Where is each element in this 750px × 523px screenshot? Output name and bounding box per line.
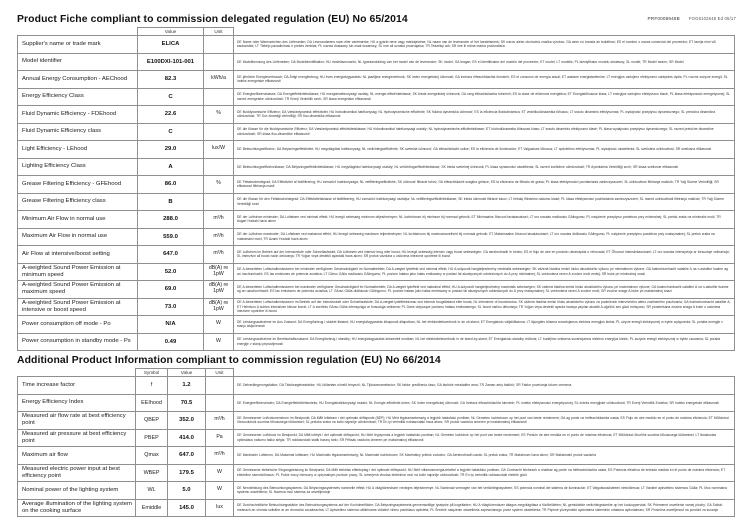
row-value: A — [138, 158, 204, 176]
row-label: Maximum Air Flow in normal use — [18, 228, 138, 246]
row-label: Maximum air flow — [18, 447, 136, 465]
row-description: DE Modellkennung des Lieferanten; DA Modelidentifikation; HU modellazonosító; NL typeaanduiding van het model van de leverancier; SK model; GA leagan; ES el identificador del modelo del proveedor; ET mudel; LT modelis; PL identyfikator modelu dostawcy; SL model; TR Model tanımı; SR Model — [234, 53, 735, 71]
row-value: 288.0 — [138, 211, 204, 229]
row-label: Fluid Dynamic Efficiency - FDEhood — [18, 106, 138, 124]
row-value: 73.0 — [138, 298, 204, 316]
row-description: DE Zeitverlängerungsfaktor; DA Tidsforøgelsesfaktor; HU időtartam növelő tényező; NL Tijdstoenamefactor; SK faktor predĺženia času; GA fachtóir méadaithe ama; TR Zaman artış faktörü; SR Faktor povećanja tokom vremena — [234, 377, 735, 395]
row-label: Measured air pressure at best efficiency point — [18, 429, 136, 447]
row-value: E100DXI-101-001 — [138, 53, 204, 71]
row-unit: lux/W — [204, 141, 234, 159]
row-unit: W — [204, 316, 234, 334]
row-symbol: f — [136, 377, 168, 395]
row-description: DE fluiddynamische Effizienz; DA Væskedynamisk effektivitet; HU hidrodinamikai hatékonyság; NL hydrodynamische efficiëntie; SK fluidná dynamická účinnosť; ES la eficiencia fluidodinámica; ET vedelikudünaamika tõhusus; LT srauto dinaminis efektyvumas; PL wydajność przepływu dynamicznego; SL pretočna dinamična učinkovitost; TR Sıvı dinamiği verimliliği; SR fluo-dinamička efikasnost — [234, 106, 735, 124]
table-row — [18, 141, 735, 159]
row-value: 647.0 — [168, 447, 206, 465]
column-header-unit: Unit — [206, 369, 234, 377]
table-row — [18, 176, 735, 194]
row-label: Light Efficiency - LEhood — [18, 141, 138, 159]
row-description: DE Leistungsaufnahme im Aus Zustand; DA Energiforbrug i slukket tilstand; HU energiafogyasztás kikapcsolt állapotban; NL het elektriciteitsverbruik in de uit-stand; ET Energiakulu väljalülitatuna; LT išjungties būsena suvartojamos elektros energijos kiekis; PL użycie energii elektrycznej w trybie wyłączenia; SL poraba energije v stanju izključenosti — [234, 316, 735, 334]
row-label: Energy Efficiency Class — [18, 88, 138, 106]
row-label: Power consumption off mode - Po — [18, 316, 138, 334]
row-symbol: QBEP — [136, 412, 168, 430]
row-description: DE A-bewerteten Luftschallemissionen bei minimaler verfügbarer Geschwindigkeit im Normalbetrieb; DA A-vægtet lydeffekt ved minimal effekt; HU A-súlyozott hangteljesítmény minimális sebességen; SK vážená hladina emisií hluku akustického výkonu pri minimálnom výkone; GA fuaimchumhacht ualaithe A na n-astuithe fuaime ag an íoschumhacht; ES las emisiones de potencia acústica; LT GArso GAlia mažiausiu GAlingumu; PL poziom hałasu jako hałas emitowany w postaci fal akustycznych odniesionych do A przy minimalnej; SL vrednotena raven A zvočne moči emisij; SR buke pri minimalnoj snazi — [234, 263, 735, 281]
table-row — [18, 158, 735, 176]
table-header-row — [18, 28, 735, 36]
row-label: Grease Filtering Efficiency class — [18, 193, 138, 211]
table-row — [18, 88, 735, 106]
row-description: DE jährliche Energieverbrauch; DA Årligt energiforbrug; HU éves energiafogyasztás; NL jaarlijkse energieverbruik; SK index energetickej účinnosti; GA innéacs éifeachtúlachta fuinnimh; ES el consumo de energía anual; ET aastane energiatarbimine; LT energijos vartojimo efektyvumo santykinis dydis; PL roczne zużycie energii; SL indeks energetske efikasnosti — [234, 71, 735, 89]
column-header-value: Value — [168, 369, 206, 377]
additional-info-title: Additional Product Information compliant to commission regulation (EU) No 66/2014 — [17, 355, 441, 366]
table-row — [18, 71, 735, 89]
row-label: A-weighted Sound Power Emission at intensive or boost speed — [18, 298, 138, 316]
row-value: 1.2 — [168, 377, 206, 395]
row-label: Grease Filtering Efficiency - GFEhood — [18, 176, 138, 194]
table-row — [18, 333, 735, 351]
row-value: 22.6 — [138, 106, 204, 124]
row-value: 647.0 — [138, 246, 204, 264]
row-unit: m³/h — [204, 228, 234, 246]
row-label: Average illumination of the lighting system on the cooking surface — [18, 499, 136, 517]
row-unit: dB(A) re 1pW — [204, 298, 234, 316]
row-unit: Pa — [206, 429, 234, 447]
table-row — [18, 106, 735, 124]
row-symbol: Emiddle — [136, 499, 168, 517]
row-symbol: WBEP — [136, 464, 168, 482]
row-label: Supplier's name or trade mark — [18, 36, 138, 54]
row-label: Nominal power of the lighting system — [18, 482, 136, 500]
row-value: N/A — [138, 316, 204, 334]
row-description: DE der Luftstrom maximaler; DA Luftstrøm ved maksimal effekt; HU levegő sebesség maximum teljesítményen; NL luchtstroom bij maximumsnelheid bij normaal gebruik; ET Maksimaalne õhuvool tavakasutusel; LT oro srautas didžiausiu GAlingumu; PL natężenie przepływu powietrza przy maksymalnej; SL pretok zraka na maksimalni moči; TR Azami Hızdaki hava akımı — [234, 228, 735, 246]
row-label: Model identifier — [18, 53, 138, 71]
table-row — [18, 464, 735, 482]
row-description: DE Luftstrom im Betrieb auf der Intensivstufe oder Schnellaufstufe; DA Luftstrøm ved intensiv brug eller boost; HU levegő sebesség intenzív vagy boost sebességen; GA aershruthadh le treisiú; ES el flujo de aire en posición ultrarrápida o reforzada; ET Õhuvool intensiivkasutusel; LT oro srautas intensyvioje ar forsuotoje veiksenoje; SL intenzivni ali boost način delovanja; TR Yoğun veya destekli ayardaki hava akımı; SR protok vazduha u uslovima intezivne upotrebe ili boost — [234, 246, 735, 264]
table-row — [18, 377, 735, 395]
row-label: A-weighted Sound Power Emission at minimum speed — [18, 263, 138, 281]
row-description: DE Gemessener Luftvolumenstrom im Bestpunkt; DA Målt luftstrøm i det optimale driftspunkt (BEP); HU Mért légáramsebesség a legjobb hatásfokú pontban; NL Gemeten luchtstroom op het punt van beste rendement; GA ag ponte na héifeachtúlachta uasta; ES Flujo de aire medido en el punto de máxima eficiencia; ET Mõõdetud õhuvooluhulk suurima tõhususega töötamisel; SL pretoka zraka na točki največje učinkovitosti; TR En iyi verimlilik noktasındaki hava akımı; SR protok vazduha izmeren pri maksimalnoj efikasnosti — [234, 412, 735, 430]
row-label: Minimum Air Flow in normal use — [18, 211, 138, 229]
table-row — [18, 316, 735, 334]
row-label: Lighting Efficiency Class — [18, 158, 138, 176]
row-unit: kWh/a — [204, 71, 234, 89]
header-spacer — [18, 28, 138, 36]
row-unit — [204, 193, 234, 211]
row-label: Measured electric power input at best efficiency point — [18, 464, 136, 482]
row-description: DE der Luftstrom minimaler; DA Luftstrøm ved minimal effekt; HU levegő sebesség minimum teljesítményen; NL luchtstroom bij minimum bij normaal gebruik; ET Minimaalne õhuvool tavakasutusel; LT oro srautas mažiausiu GAlingumu; PL natężenie przepływu powietrza przy minimalnej; SL pretok zraka na minimalni moči; TR Asgari Hızdaki hava akımı — [234, 211, 735, 229]
row-value: ELICA — [138, 36, 204, 54]
table-row — [18, 246, 735, 264]
row-description: DE die Klasse für die fluiddynamische Effizienz; DA Væskedynamisk effektivitetsklasse; HU hidrodinamikai hatékonysági osztály; NL hydrodynamische-efficiëntieklasse; ET hüdrodünaamika tõhususe klass; LT srauto dinaminio efektyvumo klasė; PL klasa wydajności przepływu dynamicznego; SL razred pretočne dinamične učinkovitosti; SR klasa fluo-dinamičke efikasnosti — [234, 123, 735, 141]
row-label: Air Flow at intensive/boost setting — [18, 246, 138, 264]
row-unit: m³/h — [206, 447, 234, 465]
product-fiche-table — [17, 27, 735, 351]
row-description: DE Fettabscheidegrad; DA Effektivitet af fedtfiltrering; HU zsírszűrő hatékonysága; NL vetfilteringsefficiëntie; SK účinnosť filtrácie tukov; GA éifeachtúlacht scagtha gréisce; ES la eficiencia de filtrado de grasa; PL klasa efektywności pochłaniania zanieczyszczeń; SL učinkovitost filtriranja maščob; TR Yağ Süzme Verimliliği; SR efikasnost filtriranja masti — [234, 176, 735, 194]
row-unit — [204, 88, 234, 106]
row-description: DE die Klasse für den Fettabscheidegrad; DA Effektivitetsklasse af fedtfiltrering; HU zsírszűrő hatékonysági osztálya; NL vetfilteringsefficiëntieklasse; SK trieda účinnosti filtrácie tukov; LT riebalų filtravimo našumo klasė; PL klasa efektywności pochłaniania zanieczyszczeń; SL razred učinkovitosti filtriranja maščob; TR Yağ Süzme Verimliliği sınıfı — [234, 193, 735, 211]
row-description: DE Beleuchtungseffizienzklasse; DA Belysningseffektivitetsklasse; HU megvilágítási hatékonysági osztály; NL verlichtingsefficiëntieklasse; SK trieda svetelnej účinnosti; PL klasa sprawności oświetlenia; SL razred svetlobne učinkovitosti; TR Aydınlatma Verimliliği sınıfı; SR klasa svetlosne efikasnosti — [234, 158, 735, 176]
table-row — [18, 281, 735, 299]
row-unit: % — [204, 106, 234, 124]
row-value: 352.0 — [168, 412, 206, 430]
row-value: 52.0 — [138, 263, 204, 281]
row-unit — [204, 158, 234, 176]
row-unit: m³/h — [204, 246, 234, 264]
row-unit: dB(A) re 1pW — [204, 281, 234, 299]
row-unit: m³/h — [206, 412, 234, 430]
table-row — [18, 447, 735, 465]
row-description: DE Gemessener Luftdruck im Bestpunkt; DA Målt lufttryk i det optimale driftspunkt; HU Mért légnyomás a legjobb hatásfokú pontban; NL Gemeten luchtdruk op het punt van beste rendement; ES Presión de aire medida en el punto de máxima eficiencia; ET Mõõdetud õhurõhk suurima tõhususega töötamisel; LT išmatuotas optimalaus našumo taško slėgis; TR noktasındaki statik basınç farkı; SR Pritisak vazduha izmeren pri maksimalnoj efikasnosti — [234, 429, 735, 447]
row-description: DE Durchschnittliche Beleuchtungsstärke des Beleuchtungssystems auf der Kochoberfläche; DA Belysningssystemets gennemsnitlige lysstyrke på kogefladen; HU A világítórendszer átlagos megvilágítása a főzőfelületen; NL gemiddelde verlichtingssterkte op het kookoppervlak; SK Priemerné osvetlenie varnej plochy; GA Soilsiú meánach an chórais soilsithe ar an dromchla cócaireachta; LT Apšvietimo sistema užtikrinama vidutinė virimo paviršiaus apšvieta; PL Średnie natężenie oświetlenia zapewnianego przez system oświetlenia; TR Pişirme yüzeyindeki aydınlatma sisteminin ortalama aydınlatması; SR Prosečna osvetljenost na površini za kuvanje — [234, 499, 735, 517]
row-label: Annual Energy Consumption - AEChood — [18, 71, 138, 89]
row-unit — [206, 377, 234, 395]
row-symbol: PBEP — [136, 429, 168, 447]
row-label: Energy Efficiency Index — [18, 394, 136, 412]
row-unit: lux — [206, 499, 234, 517]
document-code-primary: PRF0008948B — [647, 16, 680, 21]
row-symbol: EEIhood — [136, 394, 168, 412]
table-row — [18, 429, 735, 447]
row-symbol: Qmax — [136, 447, 168, 465]
row-unit — [206, 394, 234, 412]
row-description: DE Energieeffizienzindex; DA Energieffektivitetsindeks; HU Energiahatékonysági mutató; NL Energie-efficiëntie-index; SK Index energetickej účinnosti; GA Innéacs éifeachtúlachta fuinnimh; PL indeks efektywności energetycznej; SL Indeks energijske učinkovitosti; TR Enerji Verimlilik Endeksi; SR Indeks energetske efikasnosti — [234, 394, 735, 412]
row-unit: W — [206, 464, 234, 482]
row-unit — [204, 123, 234, 141]
row-value: C — [138, 88, 204, 106]
document-code-secondary: FOG6102648 Ed 05/17 — [688, 16, 736, 21]
row-value: 0.49 — [138, 333, 204, 351]
row-description: DE Beleuchtungseffizienz; DA Belysningseffektivitet; HU megvilágítási hatékonyság; NL verlichtingsefficiëntie; SK svetelná účinnosť; GA éifeachtúlacht soilse; ES la eficiencia de iluminación; ET Valgustuse tõhusus; LT apšvietimo efektyvumas; PL wydajność oświetlenia; SL svetlobna učinkovitost; SR svetlosna efikasnost — [234, 141, 735, 159]
row-value: 29.0 — [138, 141, 204, 159]
header-spacer — [234, 369, 735, 377]
row-value: 69.0 — [138, 281, 204, 299]
row-value: 414.0 — [168, 429, 206, 447]
row-description: DE A-bewerteten Luftschallemissionen bei maximaler verfügbarer Geschwindigkeit im Normalbetrieb; DA A-vægtet lydeffekt ved maksimal effekt; HU A-súlyozott hangteljesítmény maximális sebességen; SK vážená hladina emisií hluku akustického výkonu pri maximálnom výkone; GA fuaimchumhacht ualaithe A na n-astuithe fuaime ag an uaschumhacht; ES las emisiones de potencia acústica; LT GArso GAlia didžiausiu GAlingumu; PL poziom hałasu jako hałas emitowany w postaci fal akustycznych odniesionych do A przy maksymalnej; SL vrednotena raven A zvočne moči; SR zvučne snage A buke pri maksimalnoj snazi — [234, 281, 735, 299]
row-label: Time increase factor — [18, 377, 136, 395]
row-symbol: WL — [136, 482, 168, 500]
row-description: DE Maximaler Luftstrom; DA Maksimal luftstrøm; HU Maximális légáramsebesség; NL Maximale luchtstroom; SK Maximálny prietok vzduchu; GA Aershruthadh uasta; SL pretok zraka; TR Maksimum hava akımı; SR Maksimalni protok vazduha — [234, 447, 735, 465]
table-row — [18, 228, 735, 246]
table-row — [18, 394, 735, 412]
table-row — [18, 211, 735, 229]
product-fiche-title: Product Fiche compliant to commission delegated regulation (EU) No 65/2014 — [17, 14, 408, 25]
row-description: DE Energieeffizienzklasse; DA Energieffektivitetsklasse; HU energiahatékonysági osztály; NL energie-efficiëntieklasse; SK trieda energetickej účinnosti; GA rang éifeachtúlachta fuinnimh; ES la clase de eficiencia energética; ET Energiatõhususe klass; LT energijos vartojimo efektyvumo klasė; PL klasa efektywności energetycznej; SL razred energetske učinkovitosti; TR Enerji Verimlilik sınıfı; SR klasa energetske efikasnosti — [234, 88, 735, 106]
table-row — [18, 123, 735, 141]
row-value: 86.0 — [138, 176, 204, 194]
row-unit: W — [204, 333, 234, 351]
table-row — [18, 412, 735, 430]
product-fiche-section — [17, 14, 735, 351]
header-spacer — [234, 28, 735, 36]
row-value: 5.0 — [168, 482, 206, 500]
row-label: Fluid Dynamic Efficiency class — [18, 123, 138, 141]
row-label: A-weighted Sound Power Emission at maximum speed — [18, 281, 138, 299]
table-row — [18, 263, 735, 281]
row-unit — [204, 53, 234, 71]
table-row — [18, 482, 735, 500]
row-description: DE Leistungsaufnahme im Bereitschaftszustand; DA Energiforbrug i standby; HU energiafogyasztás készenléti módban; NL het elektriciteitsverbruik in de stand-by-stand; ET Energiakulu standby režiimis; LT budėjimo veiksena suvartojamos elektros energijos kiekis; PL zużycie energii elektrycznej w trybie czuwania; SL poraba energije v stanju pripravljenosti — [234, 333, 735, 351]
column-header-symbol: Symbol — [136, 369, 168, 377]
row-value: 179.5 — [168, 464, 206, 482]
row-unit: dB(A) re 1pW — [204, 263, 234, 281]
table-row — [18, 53, 735, 71]
row-value: 559.0 — [138, 228, 204, 246]
row-value: 82.3 — [138, 71, 204, 89]
row-unit: m³/h — [204, 211, 234, 229]
column-header-unit: Unit — [204, 28, 234, 36]
table-header-row — [18, 369, 735, 377]
row-label: Measured air flow rate at best efficiency point — [18, 412, 136, 430]
row-unit: % — [204, 176, 234, 194]
row-description: DE Gemessene elektrische Eingangsleistung im Bestpunkt; DA Målt elektrisk effektoptag i det optimale driftspunkt; HU Mért villamosenergia-felvétel a legjobb hatásfokú pontban; GA Cumhacht leictreach a chaitear ag ponte na héifeachtúlachta uasta; ES Potencia eléctrica de entrada medida en el punto de máxima eficiencia; ET elektriline sisendvõimsus; PL Pobór mocy mierzony w optymalnym punkcie pracy; SL Izmerjena vhodna električna moč na točki največje učinkovitosti; TR En iyi verimlilik noktasındaki elektrik gücü — [234, 464, 735, 482]
row-value: 145.0 — [168, 499, 206, 517]
row-value: C — [138, 123, 204, 141]
row-description: DE Nennleistung des Beleuchtungssystems; DA Belysningssystemets nominelle effekt; HU A világítórendszer névleges teljesítménye; NL Nominaal vermogen van het verlichtingssysteem; ES potencia nominal del sistema de iluminación; ET Valgustussüsteemi nimivõimsus; LT Vardinė apšvietimo sistemos GAlia; PL Moc nominalna systemu oświetlenia; SL Nazivna moč sistema za osvetljevanje — [234, 482, 735, 500]
table-row — [18, 193, 735, 211]
row-description: DE Name oder Warenzeichen des Lieferanten; DA Leverandørens navn eller varemærke; HU a gyártó neve vagy márkajelzése; NL naam van de leverancier of het handelsmerk; SK názov alebo obchodná značka výrobcu; GA ainm nó branda an tsoláthraí; ES el nombre o marca comercial del proveedor; ET tarnija nimi või kaubamärk; LT Tiekėjo pavadinimas ir prekės ženklas; PL nazwa dostawcy lub znak towarowy; SL ime ali oznaka proizvajalca; TR Tedarikçi adı; SR ime ili robna marka proizvođača — [234, 36, 735, 54]
row-value: 70.5 — [168, 394, 206, 412]
table-row — [18, 298, 735, 316]
row-description: DE A-bewerteten Luftschallemissionen im Betrieb auf der Intensivstufe oder Schnellaufstufe; DA A-vægtet lydeffektniveau ved intensiv brugstilstand eller boost; NL intensieve of boostmodus; SK vážená hladina emisií hluku akustického výkonu za podmienok intenzívneho alebo zosilneného používania; GA fuaimchumhacht ualaithe A; ET Helinivoo A suhtes intensiivse kiiruse korral; LT A svertinis GArso GAlia intensyviąja ar forsuotąja veiksena; PL Dane dotyczące poziomu hałasu emitowanego; SL boost načinu delovanja; TR Yoğun veya destekli ayarda havaya yayılan akustik A-ağırlıklı ses gücü emisyonu; SR ponderisana zvučna snaga A buke u uslovima intezivne upotrebe ili boost — [234, 298, 735, 316]
table-row — [18, 36, 735, 54]
row-value: B — [138, 193, 204, 211]
header-spacer — [18, 369, 136, 377]
column-header-value: Value — [138, 28, 204, 36]
row-label: Power consumption in standby mode - Ps — [18, 333, 138, 351]
row-unit: W — [206, 482, 234, 500]
table-row — [18, 499, 735, 517]
row-unit — [204, 36, 234, 54]
additional-info-table — [17, 368, 735, 517]
additional-info-section — [17, 355, 735, 517]
